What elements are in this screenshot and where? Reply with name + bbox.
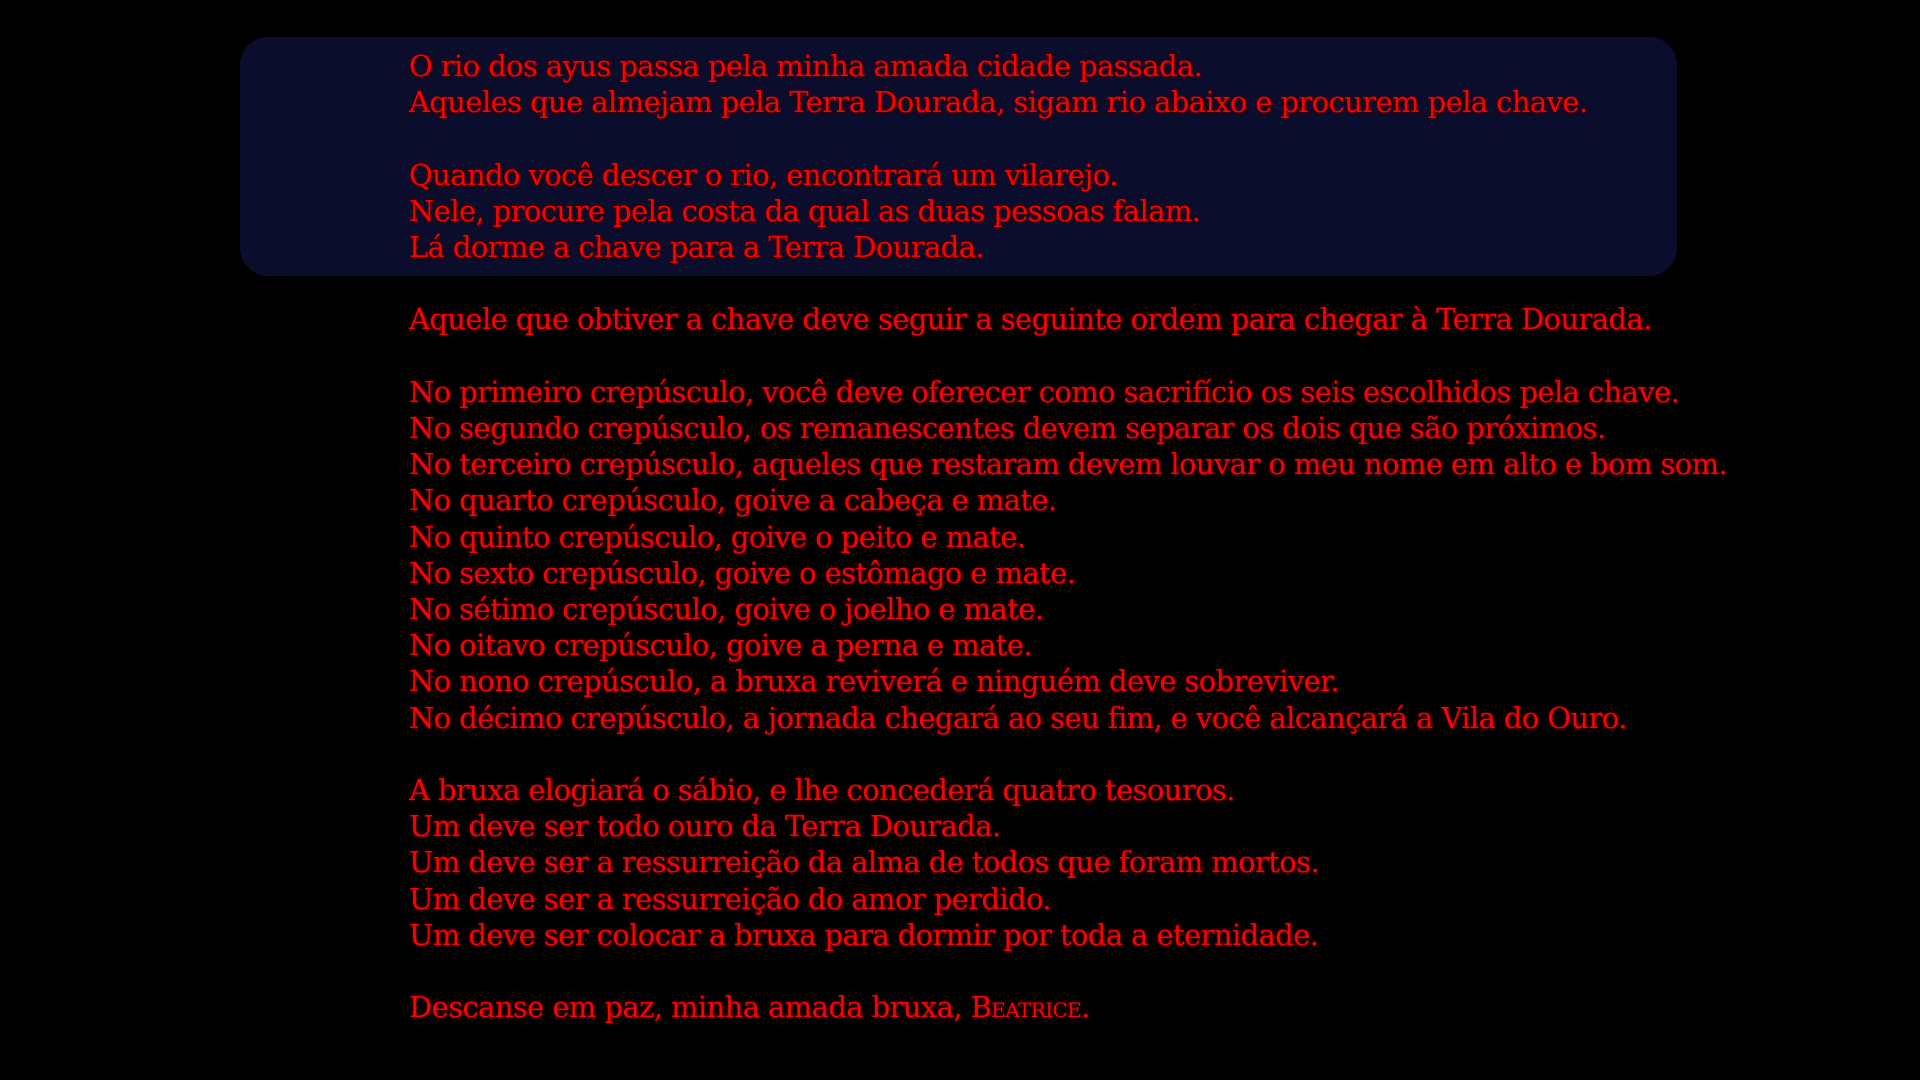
closing-suffix: . (1081, 990, 1090, 1025)
epitaph-line: No sexto crepúsculo, goive o estômago e mate. (409, 555, 1076, 590)
stanza-2 (409, 157, 1879, 266)
beatrice-name: Beatrice (970, 990, 1082, 1025)
epitaph-line: No décimo crepúsculo, a jornada chegará ao seu fim, e você alcançará a Vila do Ouro. (409, 700, 1627, 735)
epitaph-line: Aquele que obtiver a chave deve seguir a seguinte ordem para chegar à Terra Dourada. (409, 302, 1652, 337)
epitaph-line: O rio dos ayus passa pela minha amada cidade passada. (409, 49, 1203, 83)
epitaph-line: No nono crepúsculo, a bruxa reviverá e ninguém deve sobreviver. (409, 664, 1339, 699)
closing-prefix: Descanse em paz, minha amada bruxa, (409, 990, 971, 1025)
epitaph-line: Nele, procure pela costa da qual as duas pessoas falam. (409, 193, 1201, 228)
epitaph-line: A bruxa elogiará o sábio, e lhe concederá quatro tesouros. (409, 773, 1235, 807)
epitaph-line: Um deve ser todo ouro da Terra Dourada. (409, 809, 1001, 844)
closing-line (409, 989, 1879, 1025)
stanza-5 (409, 772, 1879, 953)
stanza-1 (409, 48, 1879, 120)
epitaph-line: Um deve ser colocar a bruxa para dormir por toda a eternidade. (409, 917, 1319, 952)
stanza-3 (409, 301, 1879, 337)
epitaph-line: No segundo crepúsculo, os remanescentes devem separar os dois que são próximos. (409, 410, 1606, 445)
epitaph-text (409, 48, 1879, 1025)
epitaph-line: No oitavo crepúsculo, goive a perna e mate. (409, 628, 1033, 663)
epitaph-line: No terceiro crepúsculo, aqueles que restaram devem louvar o meu nome em alto e bom som. (409, 447, 1728, 482)
epitaph-line: Um deve ser a ressurreição do amor perdido. (409, 881, 1052, 916)
epitaph-line: No quarto crepúsculo, goive a cabeça e mate. (409, 483, 1057, 518)
epitaph-line: Lá dorme a chave para a Terra Dourada. (409, 230, 985, 264)
epitaph-line: Um deve ser a ressurreição da alma de todos que foram mortos. (409, 845, 1320, 880)
epitaph-line: No quinto crepúsculo, goive o peito e mate. (409, 519, 1026, 554)
epitaph-line: No sétimo crepúsculo, goive o joelho e mate. (409, 592, 1044, 626)
epitaph-line: No primeiro crepúsculo, você deve oferecer como sacrifício os seis escolhidos pela chave. (409, 374, 1680, 409)
stanza-4 (409, 374, 1879, 736)
epitaph-line: Quando você descer o rio, encontrará um vilarejo. (409, 157, 1118, 192)
closing-stanza (409, 989, 1879, 1025)
epitaph-line: Aqueles que almejam pela Terra Dourada, sigam rio abaixo e procurem pela chave. (409, 85, 1588, 120)
